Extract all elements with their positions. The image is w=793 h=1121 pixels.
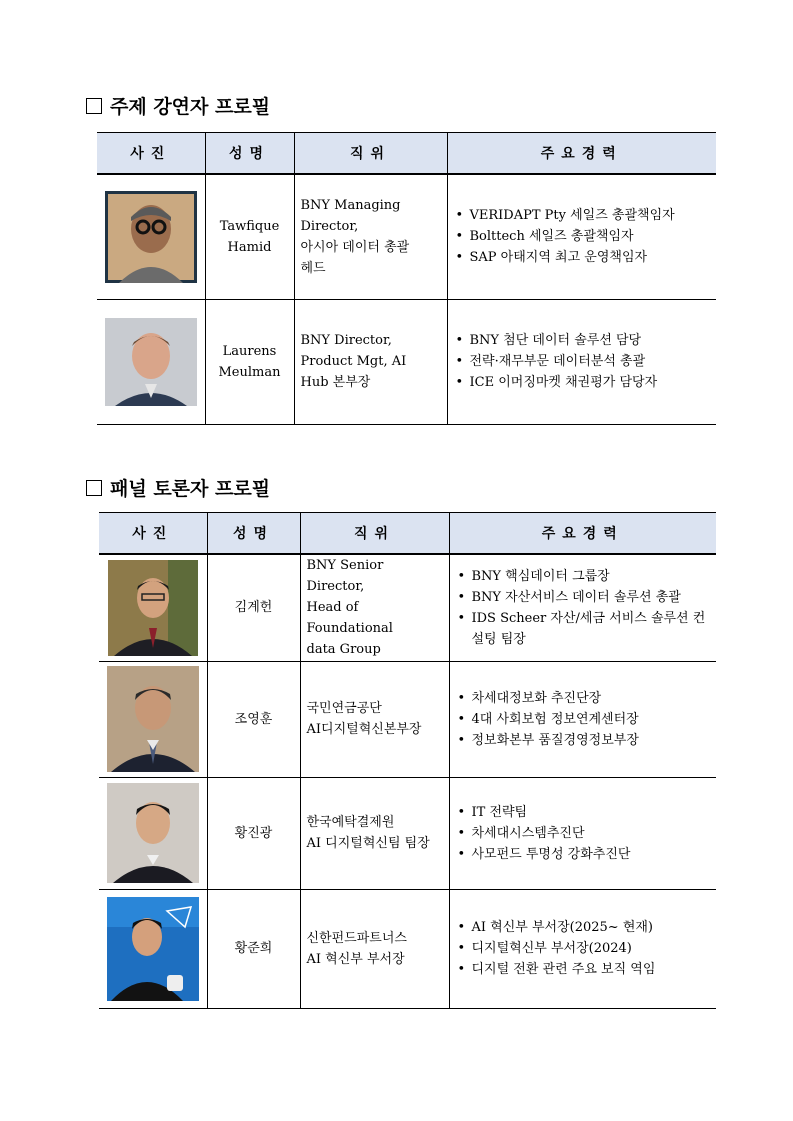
list-item: • ICE 이머징마켓 채권평가 담당자 [454,372,711,393]
list-item: • 사모펀드 투명성 강화추진단 [456,844,711,865]
photo-cell [97,299,205,424]
table-row [97,174,716,299]
table-row [99,889,716,1008]
panel-table [99,512,716,1009]
position-cell: 국민연금공단 AI디지털혁신본부장 [300,661,449,777]
career-cell [449,661,716,777]
list-item: • BNY 자산서비스 데이터 솔루션 총괄 [456,587,711,608]
panelist-photo [107,897,199,1001]
header-career: 주요경력 [447,133,716,175]
list-item: • IDS Scheer 자산/세금 서비스 솔루션 컨설팅 팀장 [456,608,711,650]
list-item: • 전략·재무부문 데이터분석 총괄 [454,351,711,372]
table-row [99,777,716,889]
table-row [97,299,716,424]
name-cell: 황준희 [207,889,300,1008]
speaker-photo [105,318,197,406]
table-row [99,661,716,777]
header-photo: 사진 [99,513,207,555]
checkbox-icon [86,480,102,496]
speakers-section-title: 주제 강연자 프로필 [86,92,270,119]
name-cell: Laurens Meulman [205,299,294,424]
table-row [99,554,716,661]
name-cell: 조영훈 [207,661,300,777]
position-cell: 신한펀드파트너스 AI 혁신부 부서장 [300,889,449,1008]
list-item: • 정보화본부 품질경영정보부장 [456,730,711,751]
panelist-photo [107,666,199,772]
list-item: • 디지털혁신부 부서장(2024) [456,938,711,959]
position-cell: BNY Senior Director, Head of Foundational data Group [300,554,449,661]
list-item: • 디지털 전환 관련 주요 보직 역임 [456,959,711,980]
panel-section-title: 패널 토론자 프로필 [86,474,270,501]
career-cell [447,299,716,424]
checkbox-icon [86,98,102,114]
career-cell [447,174,716,299]
career-cell [449,889,716,1008]
name-cell: 황진광 [207,777,300,889]
photo-cell [99,661,207,777]
name-cell: Tawfique Hamid [205,174,294,299]
panelist-photo [107,783,199,883]
list-item: • 차세대시스템추진단 [456,823,711,844]
position-cell: 한국예탁결제원 AI 디지털혁신팀 팀장 [300,777,449,889]
header-name: 성명 [205,133,294,175]
photo-cell [99,554,207,661]
header-career: 주요경력 [449,513,716,555]
position-cell: BNY Managing Director, 아시아 데이터 총괄 헤드 [294,174,447,299]
list-item: • AI 혁신부 부서장(2025~ 현재) [456,917,711,938]
list-item: • IT 전략팀 [456,802,711,823]
header-position: 직위 [300,513,449,555]
career-cell [449,554,716,661]
header-photo: 사진 [97,133,205,175]
header-position: 직위 [294,133,447,175]
speakers-table [97,132,716,425]
list-item: • BNY 핵심데이터 그룹장 [456,566,711,587]
header-name: 성명 [207,513,300,555]
career-cell [449,777,716,889]
list-item: • VERIDAPT Pty 세일즈 총괄책임자 [454,205,711,226]
photo-cell [99,777,207,889]
list-item: • 4대 사회보험 정보연계센터장 [456,709,711,730]
position-cell: BNY Director, Product Mgt, AI Hub 본부장 [294,299,447,424]
name-cell: 김계헌 [207,554,300,661]
list-item: • BNY 첨단 데이터 솔루션 담당 [454,330,711,351]
list-item: • Bolttech 세일즈 총괄책임자 [454,226,711,247]
panelist-photo [108,560,198,656]
list-item: • SAP 아태지역 최고 운영책임자 [454,247,711,268]
photo-cell [97,174,205,299]
speaker-photo [105,191,197,283]
list-item: • 차세대정보화 추진단장 [456,688,711,709]
photo-cell [99,889,207,1008]
